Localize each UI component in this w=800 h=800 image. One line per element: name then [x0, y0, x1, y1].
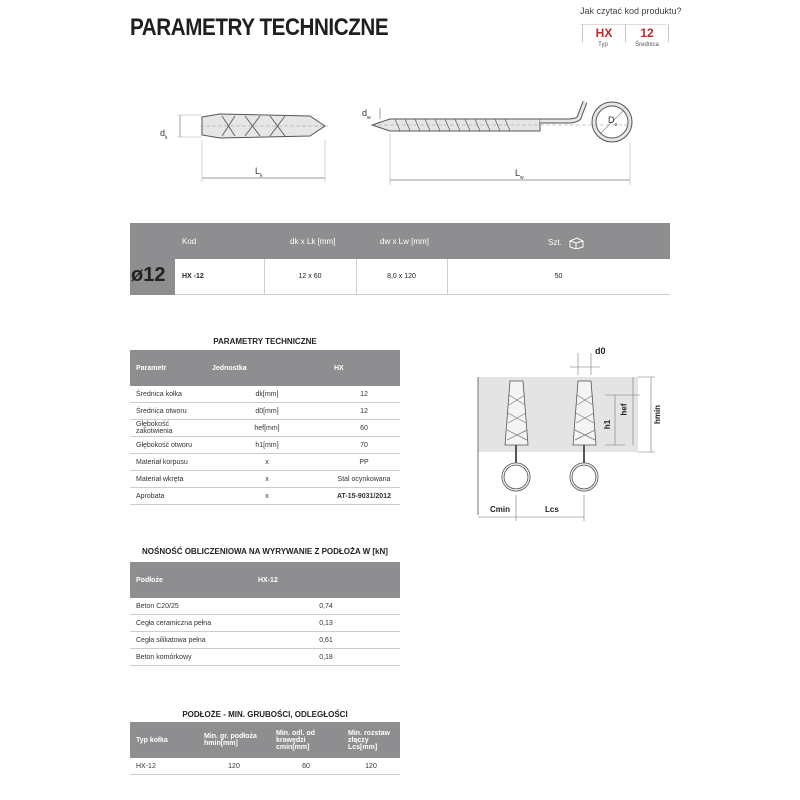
code-diameter-value: 12	[626, 24, 669, 42]
code-breakdown	[582, 24, 669, 48]
params-header-unit: Jednostka	[206, 350, 328, 386]
table-cell: x	[206, 454, 328, 471]
code-part-diameter	[626, 24, 669, 48]
code-type-caption: Typ	[598, 42, 608, 48]
params-header-param: Parametr	[130, 350, 206, 386]
table-cell: Głębokość zakotwienia	[130, 420, 206, 437]
installation-drawing	[465, 345, 680, 530]
table-cell: PP	[328, 454, 400, 471]
product-kod: HX -12	[182, 273, 204, 280]
box-icon	[568, 237, 584, 249]
table-cell: x	[206, 471, 328, 488]
table-cell: Cegła ceramiczna pełna	[130, 615, 252, 632]
table-row	[130, 488, 400, 505]
table-cell: x	[206, 488, 328, 505]
spacing-header-spacing: Min. rozstaw złączy Lcs[mm]	[342, 722, 400, 758]
lk-dimension-label: $L_k$	[255, 166, 263, 179]
table-cell: 12	[328, 403, 400, 420]
table-cell: Materiał korpusu	[130, 454, 206, 471]
product-drawing	[150, 90, 670, 190]
table-cell: Średnica kołka	[130, 386, 206, 403]
label-hmin: hmin	[653, 404, 663, 425]
product-row-line	[175, 294, 670, 295]
table-row	[130, 403, 400, 420]
table-cell: 70	[328, 437, 400, 454]
product-dk-lk: 12 x 60	[298, 273, 322, 280]
table-cell: 0,74	[252, 598, 400, 615]
table-cell: AT-15-9031/2012	[328, 488, 400, 505]
table-row	[130, 471, 400, 488]
dw-dimension-label: $d_w$	[362, 108, 371, 121]
spacing-header-edge: Min. odl. od krawędzi cmin[mm]	[270, 722, 342, 758]
table-row	[130, 386, 400, 403]
params-title: PARAMETRY TECHNICZNE	[213, 337, 317, 346]
spacing-header-type: Typ kołka	[130, 722, 198, 758]
hook-screw-drawing	[372, 102, 632, 185]
table-cell: 120	[342, 758, 400, 775]
table-row	[130, 649, 400, 666]
table-cell: Cegła silikatowa pełna	[130, 632, 252, 649]
params-header-hx: HX	[328, 350, 400, 386]
load-title: NOŚNOŚĆ OBLICZENIOWA NA WYRYWANIE Z PODŁOŻA W [kN]	[142, 547, 388, 556]
spacing-table	[130, 722, 400, 775]
col-dk-lk: dk x Lk [mm]	[290, 237, 336, 246]
lw-dimension-label: $L_w$	[515, 168, 524, 181]
base-material	[478, 377, 638, 452]
table-cell: Średnica otworu	[130, 403, 206, 420]
table-cell: Głębokość otworu	[130, 437, 206, 454]
table-row	[130, 615, 400, 632]
dk-dimension-label: $d_k$	[160, 128, 168, 141]
page-title: PARAMETRY TECHNICZNE	[130, 14, 389, 41]
col-kod: Kod	[182, 237, 197, 246]
table-cell: Beton komórkowy	[130, 649, 252, 666]
table-cell: Materiał wkręta	[130, 471, 206, 488]
table-row	[130, 420, 400, 437]
product-dw-lw: 8,0 x 120	[387, 273, 416, 280]
spacing-title: PODŁOŻE - MIN. GRUBOŚCI, ODLEGŁOŚCI	[182, 710, 348, 719]
params-table	[130, 350, 400, 505]
size-label: ø12	[131, 264, 166, 286]
ring-diameter-label: $D_o$	[608, 115, 618, 128]
label-h1: h1	[603, 419, 613, 430]
table-cell: 12	[328, 386, 400, 403]
table-cell: 0,18	[252, 649, 400, 666]
table-cell: 0,13	[252, 615, 400, 632]
code-type-value: HX	[582, 24, 626, 42]
label-cmin: Cmin	[490, 505, 510, 514]
col-szt	[548, 237, 584, 249]
code-diameter-caption: Średnica	[635, 42, 659, 48]
table-cell: dk[mm]	[206, 386, 328, 403]
code-part-type	[582, 24, 626, 48]
table-cell: Aprobata	[130, 488, 206, 505]
load-table	[130, 562, 400, 666]
table-cell: d0[mm]	[206, 403, 328, 420]
load-header-hx12: HX-12	[252, 562, 400, 598]
table-cell: hef[mm]	[206, 420, 328, 437]
table-row	[130, 454, 400, 471]
col-szt-label: Szt.	[548, 238, 562, 248]
label-lcs: Lcs	[545, 505, 559, 514]
table-cell: 60	[328, 420, 400, 437]
label-d0: d0	[595, 346, 606, 356]
table-cell: h1[mm]	[206, 437, 328, 454]
table-cell: 0,61	[252, 632, 400, 649]
plug-drawing	[177, 114, 328, 182]
spacing-header-thickness: Min. gr. podłoża hmin[mm]	[198, 722, 270, 758]
table-row	[130, 598, 400, 615]
label-hef: hef	[619, 403, 629, 416]
table-row	[130, 632, 400, 649]
table-cell: 120	[198, 758, 270, 775]
load-header-substrate: Podłoże	[130, 562, 252, 598]
code-question: Jak czytać kod produktu?	[580, 6, 682, 16]
table-cell: Beton C20/25	[130, 598, 252, 615]
table-row	[130, 437, 400, 454]
table-row	[130, 758, 400, 775]
col-dw-lw: dw x Lw [mm]	[380, 237, 429, 246]
table-cell: Stal ocynkowana	[328, 471, 400, 488]
table-cell: 60	[270, 758, 342, 775]
table-cell: HX-12	[130, 758, 198, 775]
product-szt: 50	[554, 273, 563, 280]
